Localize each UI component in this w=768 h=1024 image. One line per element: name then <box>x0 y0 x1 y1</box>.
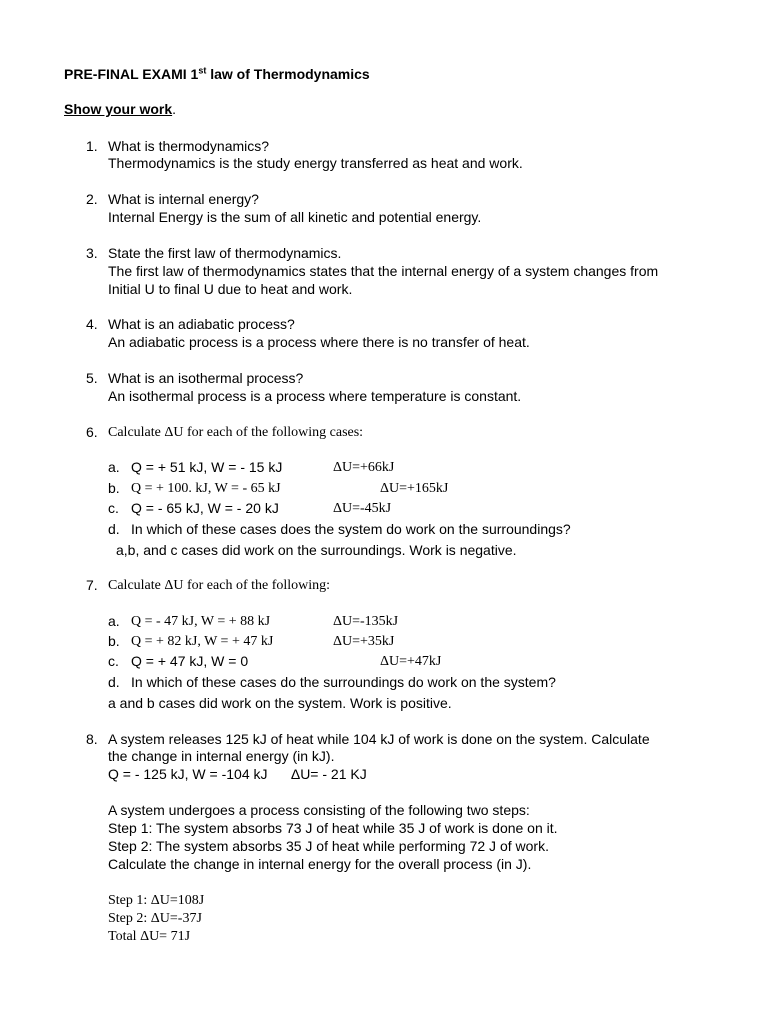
q8-p2-line2: Step 1: The system absorbs 73 J of heat while 35 J of work is done on it. <box>108 820 558 836</box>
q3-answer-line1: The first law of thermodynamics states that the internal energy of a system changes from <box>108 263 659 279</box>
q6-d-answer: a,b, and c cases did work on the surroundings. Work is negative. <box>116 542 517 558</box>
q8-p2-line1: A system undergoes a process consisting of the following two steps: <box>108 802 530 818</box>
q2-answer: Internal Energy is the sum of all kinetic and potential energy. <box>108 209 482 225</box>
q3-question: State the first law of thermodynamics. <box>108 245 342 261</box>
q5-answer: An isothermal process is a process where temperature is constant. <box>108 388 522 404</box>
q8-p2-line3: Step 2: The system absorbs 35 J of heat while performing 72 J of work. <box>108 838 549 854</box>
q7-d-text: In which of these cases do the surroundings do work on the system? <box>131 674 556 690</box>
q8-line2: the change in internal energy (in kJ). <box>108 748 335 764</box>
q6-d-text: In which of these cases does the system do work on the surroundings? <box>131 521 571 537</box>
q8-number: 8. <box>86 731 98 747</box>
q6-a-answer: ΔU=+66kJ <box>333 460 395 475</box>
instruction-dot: . <box>172 101 177 117</box>
q7-a-answer: ΔU=-135kJ <box>333 614 399 629</box>
q2-question: What is internal energy? <box>108 191 259 207</box>
q5-question: What is an isothermal process? <box>108 370 304 386</box>
q6-a-text: Q = + 51 kJ, W = - 15 kJ <box>131 459 283 475</box>
q6-c-label: c. <box>108 500 119 516</box>
q6-a-label: a. <box>108 459 120 475</box>
q8-line3: Q = - 125 kJ, W = -104 kJ ΔU= - 21 KJ <box>108 766 367 782</box>
q8-line1: A system releases 125 kJ of heat while 104 kJ of work is done on the system. Calculate <box>108 731 650 747</box>
q8-step1: Step 1: ΔU=108J <box>108 893 205 908</box>
q7-question: Calculate ΔU for each of the following: <box>108 578 331 593</box>
q8-total: Total ΔU= 71J <box>108 929 191 944</box>
q6-question: Calculate ΔU for each of the following cases: <box>108 425 364 440</box>
instruction <box>64 101 176 118</box>
q6-b-text: Q = + 100. kJ, W = - 65 kJ <box>131 481 281 496</box>
title-superscript: st <box>198 65 207 76</box>
q4-answer: An adiabatic process is a process where there is no transfer of heat. <box>108 334 530 350</box>
q7-a-text: Q = - 47 kJ, W = + 88 kJ <box>131 614 271 629</box>
q2-number: 2. <box>86 191 98 207</box>
q4-number: 4. <box>86 316 98 332</box>
q6-c-text: Q = - 65 kJ, W = - 20 kJ <box>131 500 279 516</box>
q6-number: 6. <box>86 424 98 440</box>
q7-b-text: Q = + 82 kJ, W = + 47 kJ <box>131 634 274 649</box>
q7-c-text: Q = + 47 kJ, W = 0 <box>131 653 249 669</box>
q7-c-answer: ΔU=+47kJ <box>380 654 442 669</box>
instruction-text: Show your work <box>64 101 173 117</box>
q3-number: 3. <box>86 245 98 261</box>
q7-d-answer: a and b cases did work on the system. Work is positive. <box>108 695 452 711</box>
q6-b-answer: ΔU=+165kJ <box>380 481 449 496</box>
q7-b-label: b. <box>108 633 120 649</box>
q8-p2-line4: Calculate the change in internal energy for the overall process (in J). <box>108 856 532 872</box>
page-title <box>64 66 370 83</box>
q6-d-label: d. <box>108 521 120 537</box>
title-part1: PRE-FINAL EXAMI 1 <box>64 66 199 82</box>
q1-number: 1. <box>86 138 98 154</box>
q6-c-answer: ΔU=-45kJ <box>333 501 392 516</box>
q3-answer-line2: Initial U to final U due to heat and work. <box>108 281 353 297</box>
q7-b-answer: ΔU=+35kJ <box>333 634 395 649</box>
q4-question: What is an adiabatic process? <box>108 316 295 332</box>
q7-number: 7. <box>86 577 98 593</box>
q1-question: What is thermodynamics? <box>108 138 270 154</box>
q5-number: 5. <box>86 370 98 386</box>
title-part2: law of Thermodynamics <box>206 66 370 82</box>
q1-answer: Thermodynamics is the study energy transferred as heat and work. <box>108 155 523 171</box>
q7-d-label: d. <box>108 674 120 690</box>
q7-c-label: c. <box>108 653 119 669</box>
q7-a-label: a. <box>108 613 120 629</box>
q8-step2: Step 2: ΔU=-37J <box>108 911 202 926</box>
q6-b-label: b. <box>108 480 120 496</box>
